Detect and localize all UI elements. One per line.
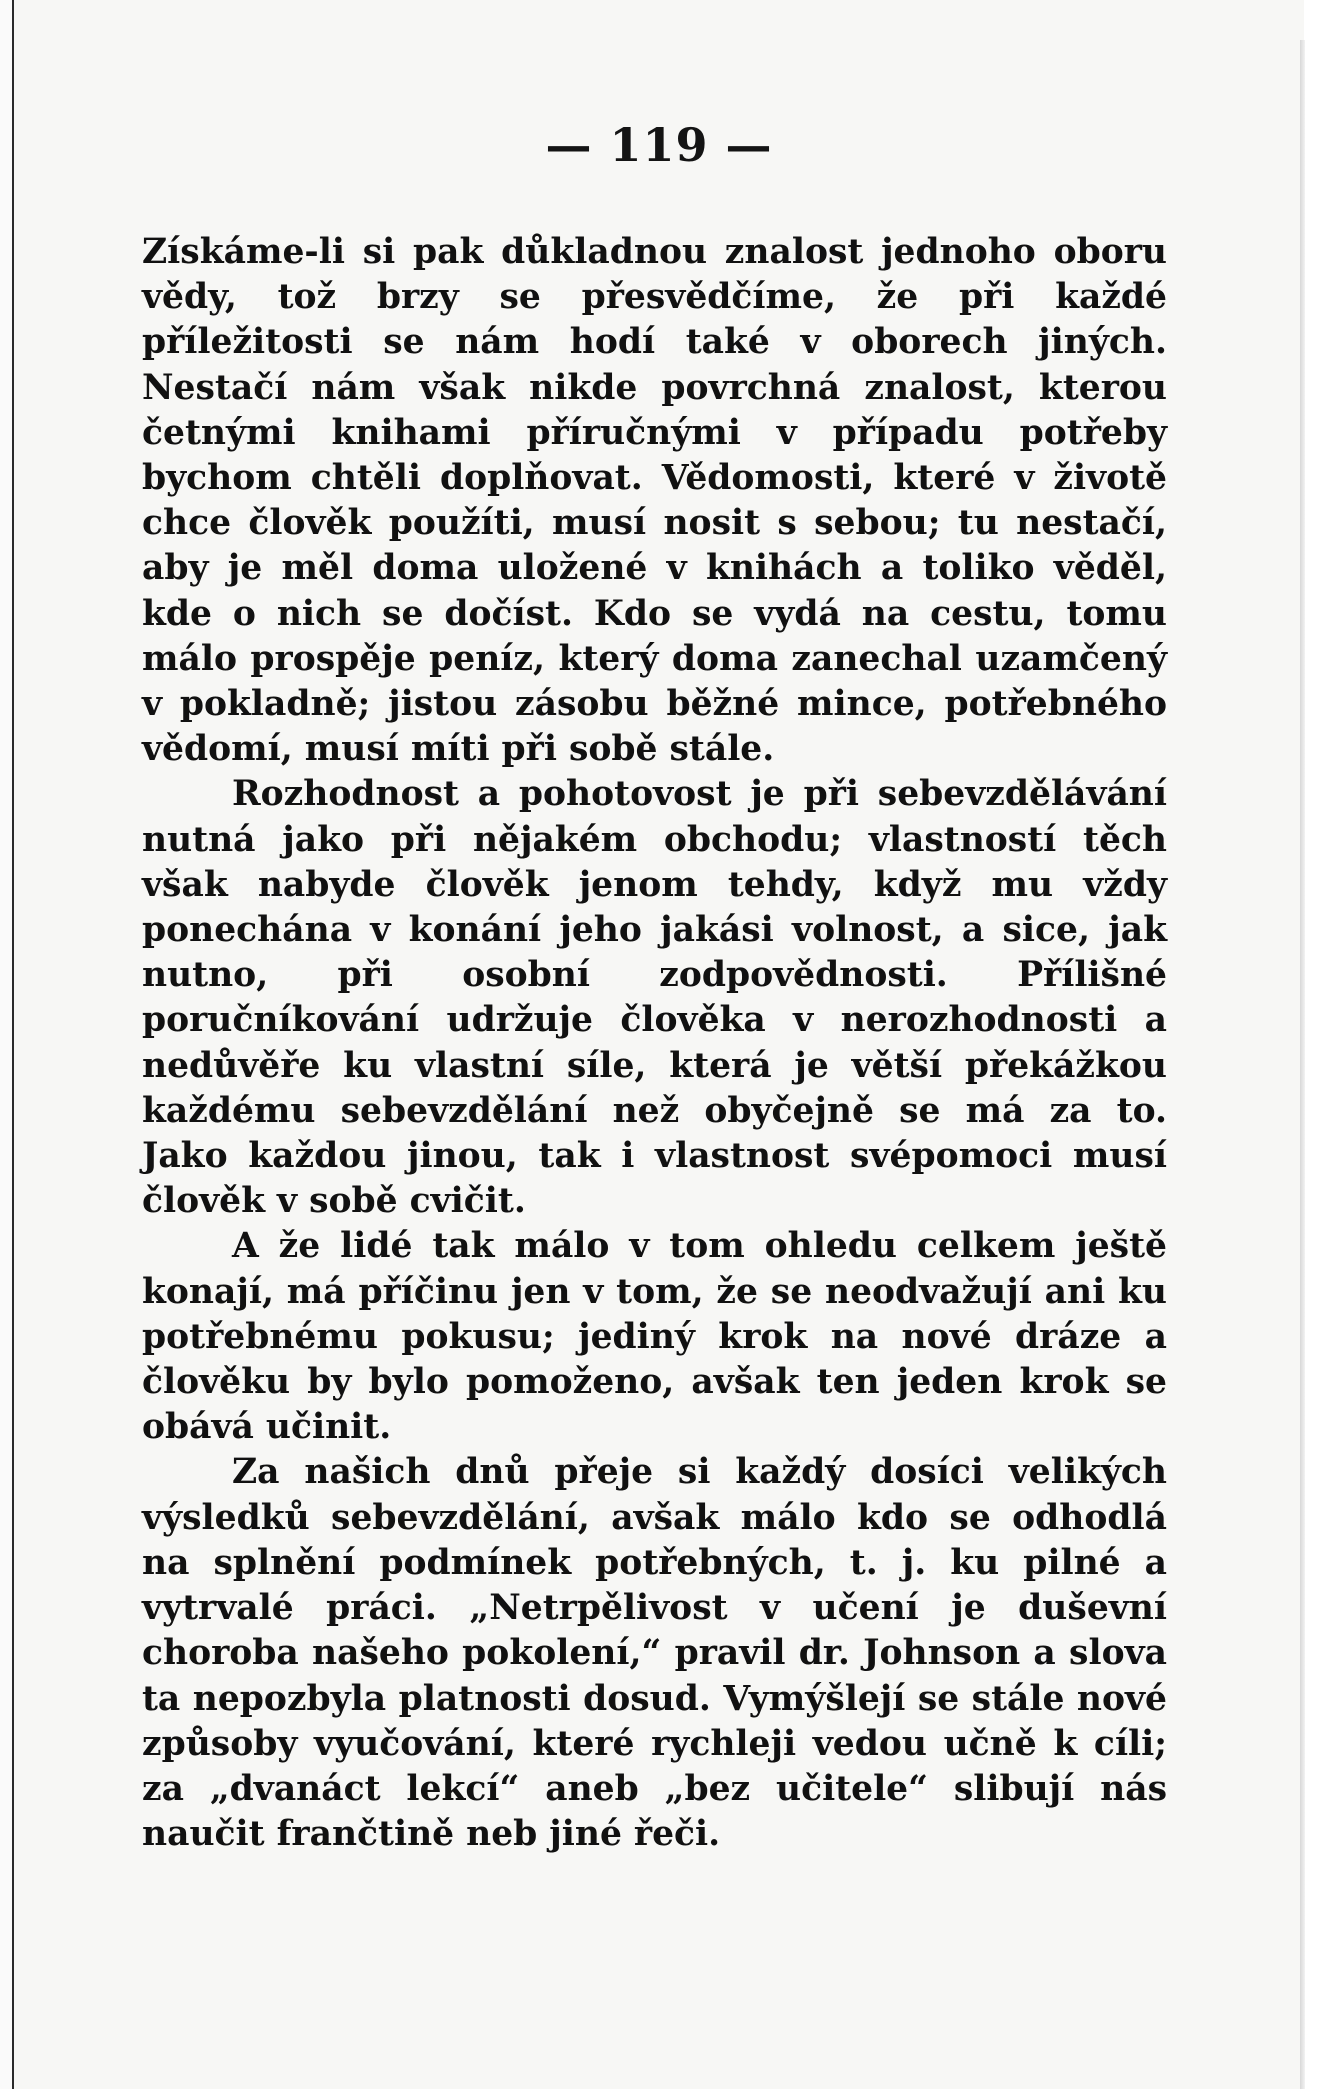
paragraph: A že lidé tak málo v tom ohledu celkem ještě konají, má příčinu jen v tom, že se neodvažují ani ku potřebnému pokusu; jediný krok na nové dráze a člověku by bylo pomoženo, avšak ten jeden krok se obává učinit. — [142, 1226, 1167, 1448]
page-number: — 119 — — [545, 118, 773, 172]
paragraph: Získáme-li si pak důkladnou znalost jednoho oboru vědy, tož brzy se přesvědčíme, že při každé příležitosti se nám hodí také v oborech jiných. Nestačí nám však nikde povrchná znalost, kterou četnými knihami příručnými v případu potřeby bychom chtěli doplňovat. Vědomosti, které v životě chce člověk použíti, musí nosit s sebou; tu nestačí, aby je měl doma uložené v knihách a toliko věděl, kde o nich se dočíst. Kdo se vydá na cestu, tomu málo prospěje peníz, který doma zanechal uzamčený v pokladně; jistou zásobu běžné mince, potřebného vědomí, musí míti při sobě stále. — [142, 232, 1167, 770]
paragraph: Rozhodnost a pohotovost je při sebevzdělávání nutná jako při nějakém obchodu; vlastností těch však nabyde člověk jenom tehdy, když mu vždy ponechána v konání jeho jakási volnost, a sice, jak nutno, při osobní zodpovědnosti. Přílišné poručníkování udržuje člověka v nerozhodnosti a nedůvěře ku vlastní síle, která je větší překážkou každému sebevzdělání než obyčejně se má za to. Jako každou jinou, tak i vlastnost svépomoci musí člověk v sobě cvičit. — [142, 774, 1167, 1222]
paragraph: Za našich dnů přeje si každý dosíci velikých výsledků sebevzdělání, avšak málo kdo se odhodlá na splnění podmínek potřebných, t. j. ku pilné a vytrvalé práci. „Netrpělivost v učení je duševní choroba našeho pokolení,“ pravil dr. Johnson a slova ta nepozbyla platnosti dosud. Vymýšlejí se stále nové způsoby vyučování, které rychleji vedou učně k cíli; za „dvanáct lekcí“ aneb „bez učitele“ slibují nás naučit frančtině neb jiné řeči. — [142, 1452, 1167, 1855]
page-edge-shadow — [1300, 40, 1305, 2089]
body-text — [142, 230, 1167, 1857]
book-page — [12, 0, 1304, 2089]
facing-page-edge — [0, 0, 12, 2089]
